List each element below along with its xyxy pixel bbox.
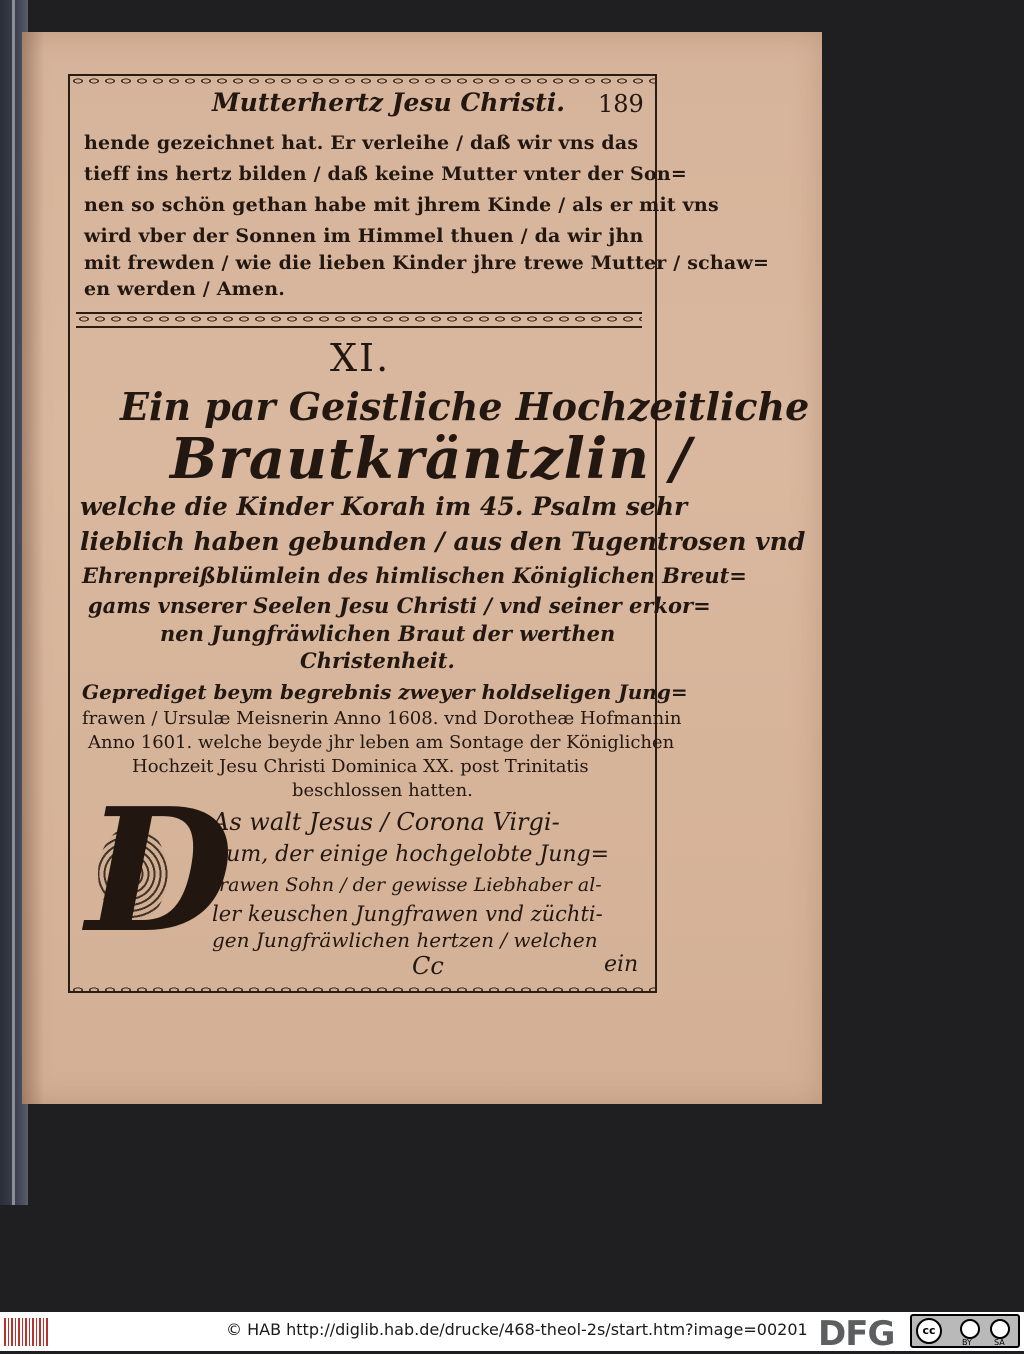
body-line: wird vber der Sonnen im Himmel thuen / da wir jhn <box>84 225 644 247</box>
subtitle-line: gams vnserer Seelen Jesu Christi / vnd seiner erkor= <box>88 593 711 618</box>
sa-icon <box>990 1319 1010 1339</box>
subtitle-line: lieblich haben gebunden / aus den Tugentrosen vnd <box>80 527 806 556</box>
opening-line: As walt Jesus / Corona Virgi- <box>212 808 560 836</box>
body-line: en werden / Amen. <box>84 278 286 300</box>
ornament-middle <box>76 314 642 324</box>
body-line: nen so schön gethan habe mit jhrem Kinde / als er mit vns <box>84 194 719 216</box>
body-line: mit frewden / wie die lieben Kinder jhre trewe Mutter / schaw= <box>84 252 770 274</box>
opening-line: frawen Sohn / der gewisse Liebhaber al- <box>212 874 602 896</box>
subtitle-line: Ehrenpreißblümlein des himlischen Königlichen Breut= <box>82 563 747 588</box>
occasion-line: Geprediget beym begrebnis zweyer holdseligen Jung= <box>82 680 688 704</box>
subtitle-line: nen Jungfräwlichen Braut der werthen <box>160 621 616 646</box>
running-head: Mutterhertz Jesu Christi. <box>212 88 565 117</box>
catchword: ein <box>604 952 639 977</box>
sa-label: SA <box>994 1338 1005 1347</box>
ornament-top <box>70 76 656 86</box>
by-icon <box>960 1319 980 1339</box>
section-number: XI. <box>330 336 391 380</box>
by-label: BY <box>962 1338 972 1347</box>
dfg-logo: DFG <box>818 1314 895 1354</box>
cc-license-badge[interactable] <box>910 1314 1020 1348</box>
body-line: tieff ins hertz bilden / daß keine Mutter vnter der Son= <box>84 163 687 185</box>
occasion-line: frawen / Ursulæ Meisnerin Anno 1608. vnd Dorotheæ Hofmannin <box>82 708 682 729</box>
signature-mark: Cc <box>412 952 444 980</box>
source-link[interactable]: © HAB http://diglib.hab.de/drucke/468-theol-2s/start.htm?image=00201 <box>226 1320 808 1339</box>
occasion-line: Hochzeit Jesu Christi Dominica XX. post Trinitatis <box>132 756 589 777</box>
subtitle-line: Christenheit. <box>300 648 455 673</box>
subtitle-line: welche die Kinder Korah im 45. Psalm sehr <box>80 492 688 521</box>
occasion-line: beschlossen hatten. <box>292 780 473 801</box>
title-line-1: Ein par Geistliche Hochzeitliche <box>120 384 810 429</box>
page-number: 189 <box>598 90 644 118</box>
ornament-bottom <box>70 985 656 995</box>
ornament-rule <box>76 326 642 328</box>
decorated-initial <box>80 771 234 971</box>
occasion-line: Anno 1601. welche beyde jhr leben am Sontage der Königlichen <box>88 732 675 753</box>
title-line-2: Brautkräntzlin / <box>170 426 692 492</box>
barcode-icon <box>4 1318 50 1346</box>
scanner-edge-line <box>12 0 15 1205</box>
initial-letter: D <box>86 771 234 971</box>
opening-line: ler keuschen Jungfrawen vnd züchti- <box>212 902 603 926</box>
cc-icon: cc <box>916 1318 942 1344</box>
opening-line: gen Jungfräwlichen hertzen / welchen <box>212 928 598 952</box>
opening-line: num, der einige hochgelobte Jung= <box>212 842 610 867</box>
body-line: hende gezeichnet hat. Er verleihe / daß wir vns das <box>84 132 639 154</box>
